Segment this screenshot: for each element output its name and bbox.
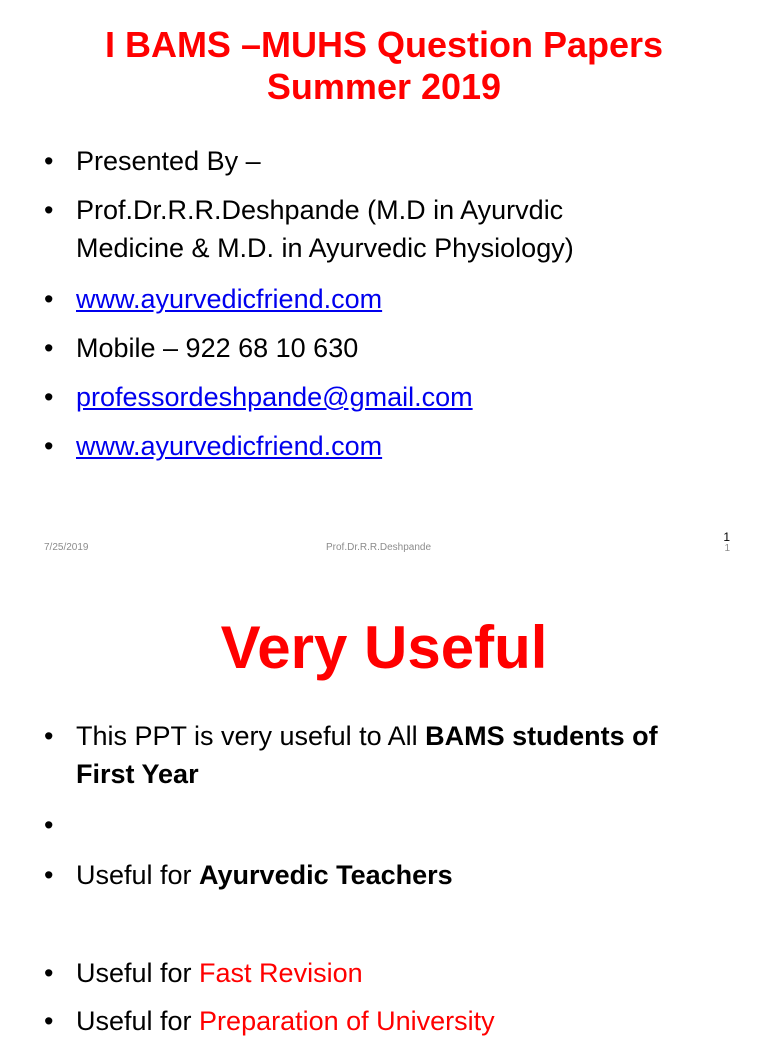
footer-page-number bbox=[706, 531, 730, 555]
website-link-2[interactable]: www.ayurvedicfriend.com bbox=[76, 431, 383, 461]
bullet-email bbox=[44, 378, 734, 416]
bullet-author bbox=[44, 191, 734, 267]
students-bold-line-2: First Year bbox=[76, 759, 199, 789]
bullet-useful-teachers bbox=[44, 856, 734, 894]
teachers-bold: Ayurvedic Teachers bbox=[199, 860, 453, 890]
bullet-dot bbox=[44, 1002, 64, 1040]
slide-1-title-line-2: Summer 2019 bbox=[266, 66, 502, 107]
preparation-highlight: Preparation of University bbox=[199, 1006, 495, 1036]
bullet-dot bbox=[44, 329, 64, 367]
bullet-presented-by bbox=[44, 142, 734, 180]
bullet-dot bbox=[44, 427, 64, 465]
preparation-prefix: Useful for bbox=[76, 1006, 200, 1036]
bullet-dot bbox=[44, 717, 64, 755]
page-number: 1 bbox=[723, 530, 730, 544]
bullet-useful-students bbox=[44, 717, 734, 793]
presented-by-text: Presented By – bbox=[76, 146, 261, 176]
footer-author: Prof.Dr.R.R.Deshpande bbox=[326, 542, 432, 553]
bullet-dot bbox=[44, 191, 64, 229]
revision-highlight: Fast Revision bbox=[199, 958, 363, 988]
slide-1-title-line-1: I BAMS –MUHS Question Papers bbox=[104, 24, 664, 65]
students-bold-line-1: BAMS students of bbox=[425, 721, 658, 751]
bullet-dot bbox=[44, 280, 64, 318]
bullet-mobile bbox=[44, 329, 734, 367]
revision-prefix: Useful for bbox=[76, 958, 200, 988]
website-link-1[interactable]: www.ayurvedicfriend.com bbox=[76, 284, 383, 314]
slide-1-title bbox=[20, 24, 748, 108]
bullet-website-2 bbox=[44, 427, 734, 465]
bullet-website-1 bbox=[44, 280, 734, 318]
bullet-dot bbox=[44, 142, 64, 180]
bullet-dot bbox=[44, 954, 64, 992]
page-number-small: 1 bbox=[724, 543, 730, 554]
author-text-line-2: Medicine & M.D. in Ayurvedic Physiology) bbox=[76, 233, 574, 263]
slide-2 bbox=[0, 578, 768, 1036]
bullet-dot bbox=[44, 856, 64, 894]
mobile-text: Mobile – 922 68 10 630 bbox=[76, 333, 359, 363]
slide-2-title: Very Useful bbox=[220, 614, 548, 681]
teachers-prefix: Useful for bbox=[76, 860, 200, 890]
bullet-preparation bbox=[44, 1002, 734, 1040]
email-link[interactable]: professordeshpande@gmail.com bbox=[76, 382, 473, 412]
students-prefix: This PPT is very useful to All bbox=[76, 721, 426, 751]
footer-date: 7/25/2019 bbox=[44, 542, 89, 553]
author-text-line-1: Prof.Dr.R.R.Deshpande (M.D in Ayurvdic bbox=[76, 195, 564, 225]
bullet-dot bbox=[44, 378, 64, 416]
bullet-dot bbox=[44, 806, 64, 844]
bullet-fast-revision bbox=[44, 954, 734, 992]
